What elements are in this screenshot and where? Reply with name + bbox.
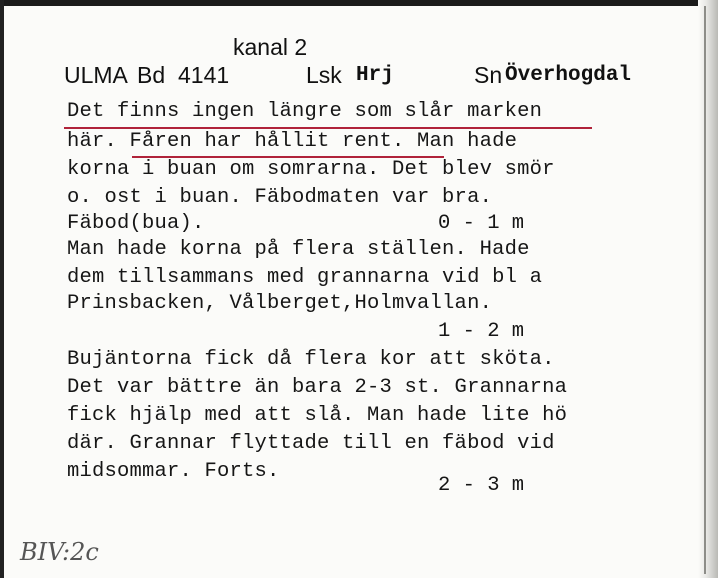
range-1: 0 - 1 m bbox=[438, 212, 525, 235]
header-sn: Sn bbox=[474, 62, 503, 88]
text-line-6: Man hade korna på flera ställen. Hade bbox=[67, 238, 530, 261]
text-line-3: korna i buan om somrarna. Det blev smör bbox=[67, 158, 555, 181]
range-3: 2 - 3 m bbox=[438, 474, 525, 497]
header-number: 4141 bbox=[178, 62, 230, 88]
text-line-8: Prinsbacken, Vålberget,Holmvallan. bbox=[67, 292, 493, 315]
card-stack-edge bbox=[698, 0, 718, 578]
header-bd: Bd bbox=[137, 62, 166, 88]
header-kanal: kanal 2 bbox=[233, 34, 308, 60]
text-line-10: Det var bättre än bara 2-3 st. Grannarna bbox=[67, 376, 568, 399]
header-lsk: Lsk bbox=[306, 62, 342, 88]
text-line-13: midsommar. Forts. bbox=[67, 460, 280, 483]
card-stack-line bbox=[704, 6, 706, 574]
text-line-11: fick hjälp med att slå. Man hade lite hö bbox=[67, 404, 568, 427]
underline-1 bbox=[64, 127, 592, 129]
text-line-2: här. Fåren har hållit rent. Man hade bbox=[67, 130, 518, 153]
text-line-1: Det finns ingen längre som slår marken bbox=[67, 100, 543, 123]
header-ulma: ULMA bbox=[64, 62, 128, 88]
text-line-7: dem tillsammans med grannarna vid bl a bbox=[67, 266, 543, 289]
archive-stamp: BIV:2c bbox=[20, 538, 99, 566]
header-hrj: Hrj bbox=[356, 64, 394, 87]
range-2: 1 - 2 m bbox=[438, 320, 525, 343]
scan-edge-left bbox=[0, 0, 4, 578]
text-line-5: Fäbod(bua). bbox=[67, 212, 205, 235]
text-line-12: där. Grannar flyttade till en fäbod vid bbox=[67, 432, 555, 455]
text-line-9: Bujäntorna fick då flera kor att sköta. bbox=[67, 348, 555, 371]
scan-edge-top bbox=[0, 0, 718, 6]
header-parish: Överhogdal bbox=[505, 64, 632, 87]
text-line-4: o. ost i buan. Fäbodmaten var bra. bbox=[67, 186, 493, 209]
